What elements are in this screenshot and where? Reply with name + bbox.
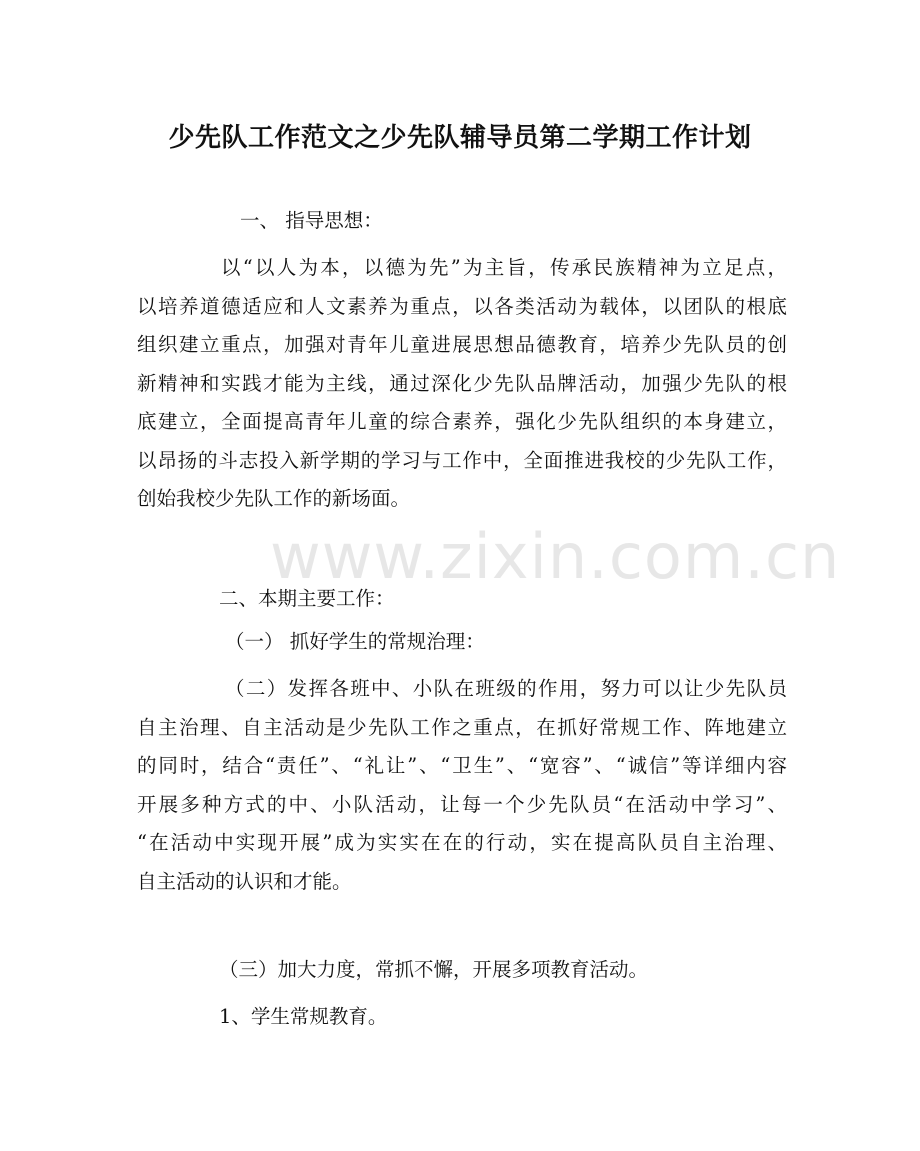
- paragraph-squad-activities: [137, 670, 787, 901]
- document-title: 少先队工作范文之少先队辅导员第二学期工作计划: [168, 123, 752, 153]
- paragraph-line: 以昂扬的斗志投入新学期的学习与工作中，全面推进我校的少先队工作，: [137, 448, 787, 472]
- paragraph-line: 自主活动的认识和才能。: [137, 869, 352, 893]
- paragraph-line: （二）发挥各班中、小队在班级的作用，努力可以让少先队员: [225, 677, 787, 700]
- subsection-heading-routine-management: （一） 抓好学生的常规治理：: [225, 630, 485, 653]
- subsection-heading-education-activities: （三）加大力度，常抓不懈，开展多项教育活动。: [219, 958, 649, 981]
- paragraph-guiding-thought: [137, 249, 787, 519]
- paragraph-line: 底建立，全面提高青年儿童的综合素养，强化少先队组织的本身建立，: [137, 410, 787, 433]
- paragraph-line: 开展多种方式的中、小队活动，让每一个少先队员“在活动中学习”、: [137, 792, 787, 816]
- paragraph-line: 以“以人为本，以德为先”为主旨，传承民族精神为立足点，: [221, 256, 787, 279]
- paragraph-line: 自主治理、自主活动是少先队工作之重点，在抓好常规工作、阵地建立: [137, 715, 787, 739]
- paragraph-line: 的同时，结合“责任”、“礼让”、“卫生”、“宽容”、“诚信”等详细内容: [137, 754, 787, 777]
- item-heading-routine-education: 1、学生常规教育。: [219, 1005, 388, 1028]
- section-heading-guiding-thought: 一、 指导思想：: [240, 209, 383, 232]
- section-heading-main-work: 二、本期主要工作：: [219, 587, 395, 610]
- paragraph-line: “在活动中实现开展”成为实实在在的行动，实在提高队员自主治理、: [137, 831, 787, 854]
- watermark: www.zixin.com.cn: [270, 520, 841, 593]
- paragraph-line: 新精神和实践才能为主线，通过深化少先队品牌活动，加强少先队的根: [137, 371, 787, 395]
- paragraph-line: 组织建立重点，加强对青年儿童进展思想品德教育，培养少先队员的创: [137, 333, 787, 356]
- paragraph-line: 以培养道德适应和人文素养为重点，以各类活动为载体，以团队的根底: [137, 294, 787, 318]
- paragraph-line: 创始我校少先队工作的新场面。: [137, 487, 411, 510]
